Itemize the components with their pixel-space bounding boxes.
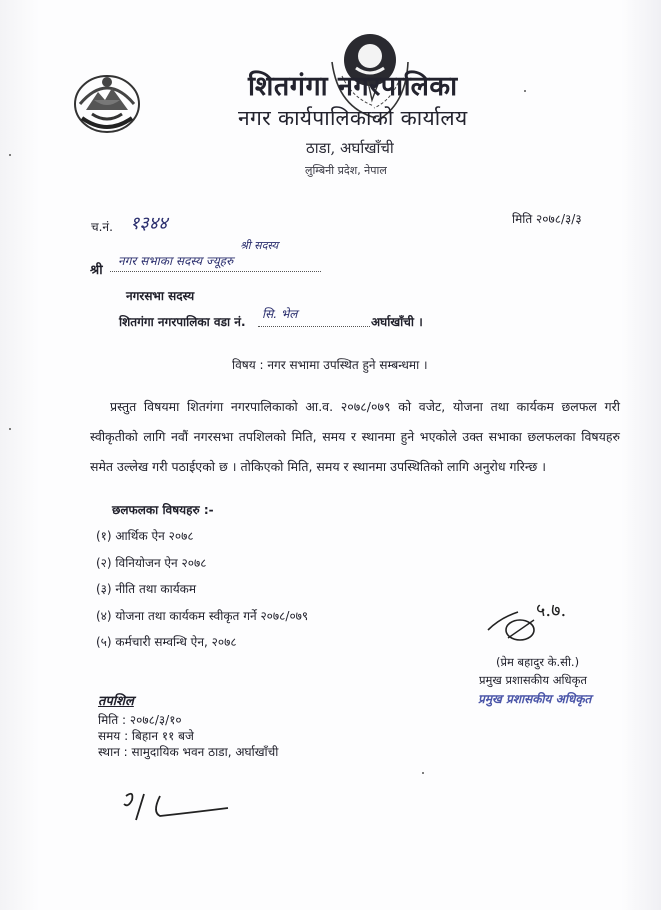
ward-suffix: अर्घाखाँची । [371, 315, 423, 329]
ward-handwritten: सि. भेल [262, 307, 298, 321]
salutation: श्री [90, 263, 103, 278]
paper-speck [524, 90, 526, 92]
agenda-item: (१) आर्थिक ऐन २०७८ [96, 529, 194, 543]
signature-initials: ५.७. [536, 600, 567, 621]
paper-speck [422, 772, 424, 774]
details-place: स्थान : सामुदायिक भवन ठाडा, अर्घाखाँची [98, 745, 279, 759]
paper-speck [9, 428, 11, 430]
reference-label: च.नं. [91, 220, 113, 234]
agenda-list [96, 523, 308, 656]
office-title: नगर कार्यपालिकाको कार्यालय [238, 106, 468, 130]
signer-title: प्रमुख प्रशासकीय अधिकृत [479, 673, 587, 687]
agenda-heading: छलफलका विषयहरु :- [112, 503, 214, 517]
letter-body-paragraph: प्रस्तुत विषयमा शितगंगा नगरपालिकाको आ.व. २०७८/०७९ को वजेट, योजना तथा कार्यकम छलफल गरी स्वीकृतीको लागि नवौं नगरसभा तपशिलको मिति, समय र स्थानमा हुने भएकोले उक्त सभाका छलफलका विषयहरु समेत उल्लेख गरी पठाईएको छ । तोकिएको मिति, समय र स्थानमा उपस्थितिको लागि अनुरोध गरिन्छ । [90, 399, 620, 474]
reference-number: १३४४ [130, 213, 168, 234]
recipient-designation: नगरसभा सदस्य [126, 289, 195, 303]
nepal-emblem-icon [72, 70, 142, 134]
letter-body [90, 392, 620, 482]
agenda-item: (५) कर्मचारी सम्वन्धि ऐन, २०७८ [96, 635, 237, 649]
handwritten-scribble-icon [116, 786, 236, 830]
agenda-item: (३) नीति तथा कार्यकम [96, 582, 197, 596]
signer-name: (प्रेम बहादुर के.सी.) [496, 655, 580, 669]
office-location: ठाडा, अर्घाखाँची [306, 139, 394, 157]
letter-date: मिति २०७८/३/३ [512, 212, 582, 226]
letter-subject: विषय : नगर सभामा उपस्थित हुने सम्बन्धमा । [232, 358, 428, 372]
signer-stamp: प्रमुख प्रशासकीय अधिकृत [478, 692, 592, 706]
ward-prefix: शितगंगा नगरपालिका वडा नं. [119, 315, 246, 329]
details-date: मिति : २०७८/३/१० [98, 713, 182, 727]
signature-mark-icon [478, 590, 588, 648]
recipient-addition-handwritten: श्री सदस्य [240, 239, 279, 252]
recipient-dotted-line [110, 271, 321, 272]
agenda-item: (४) योजना तथा कार्यकम स्वीकृत गर्ने २०७८/०७९ [96, 608, 309, 623]
details-time: समय : बिहान ११ बजे [98, 729, 194, 743]
ward-dotted-line [258, 326, 370, 327]
details-heading: तपशिल [98, 694, 134, 709]
office-province: लुम्बिनी प्रदेश, नेपाल [305, 164, 387, 177]
agenda-item: (२) विनियोजन ऐन २०७८ [96, 555, 207, 570]
paper-speck [9, 154, 11, 156]
municipality-title: शितगंगा नगरपालिका [248, 71, 458, 102]
recipient-handwritten: नगर सभाका सदस्य ज्यूहरु [118, 254, 234, 268]
